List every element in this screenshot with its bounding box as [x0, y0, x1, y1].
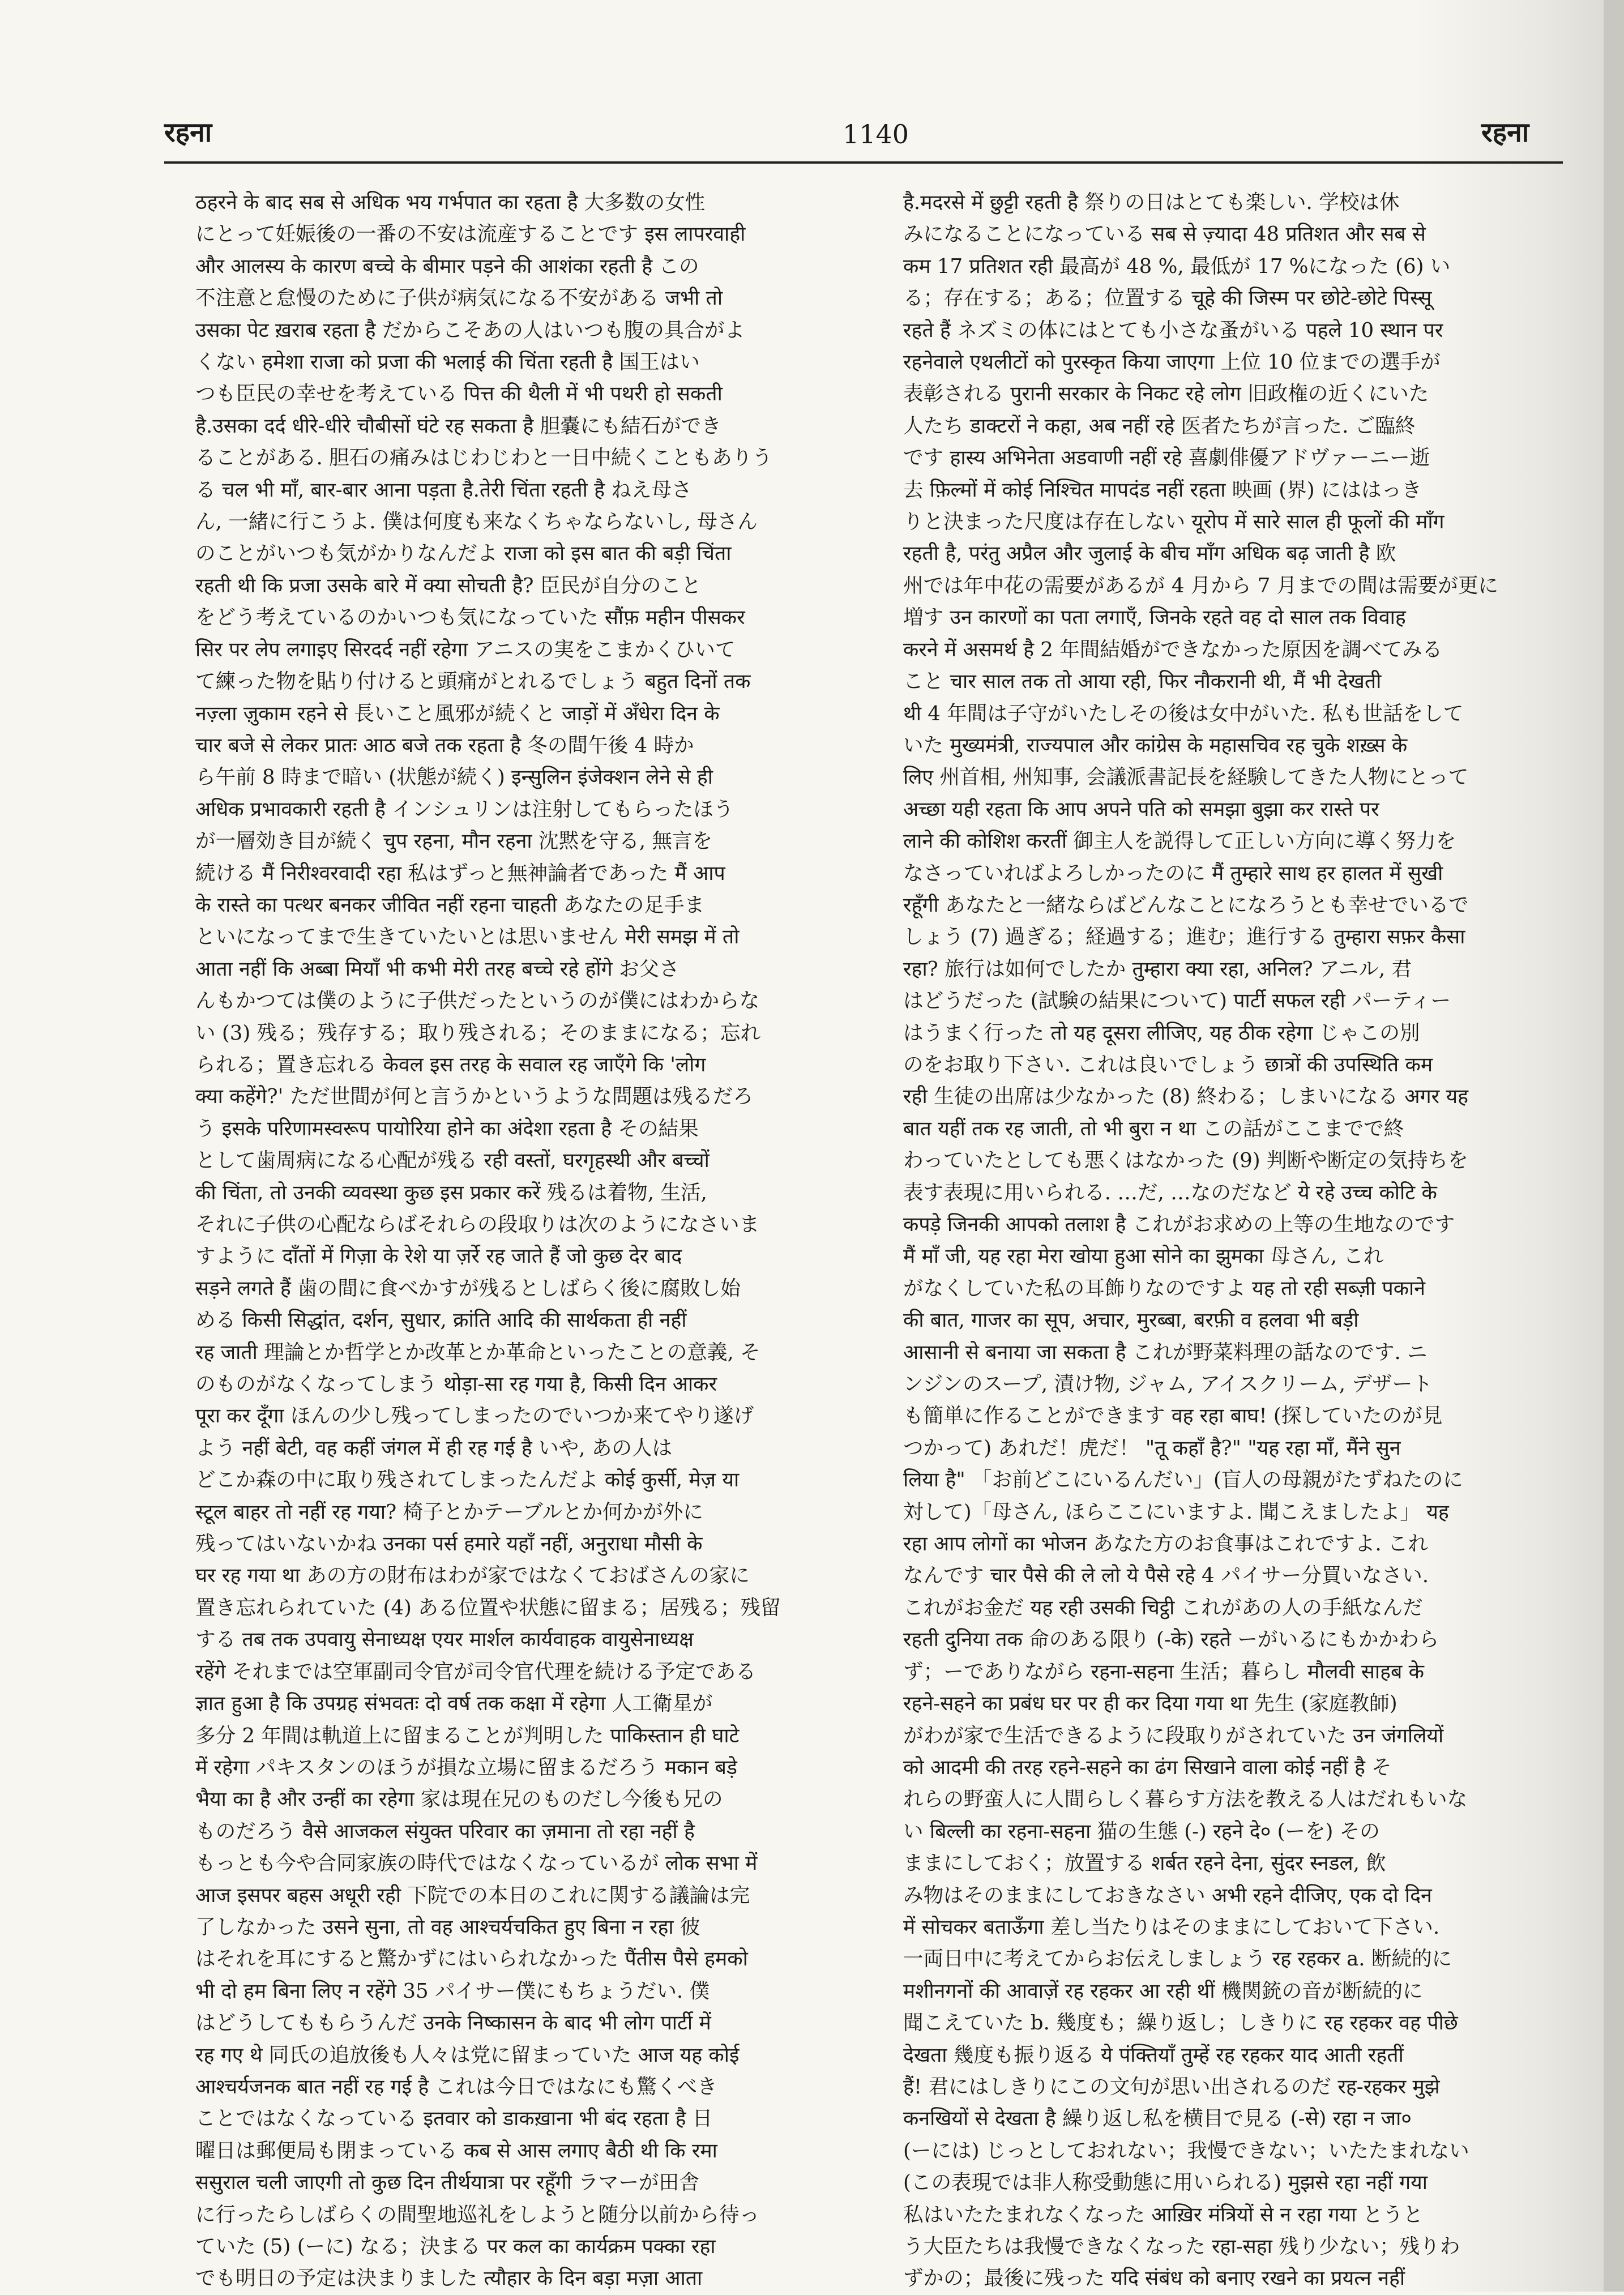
text-line: ら午前 8 時まで暗い (状態が続く) इन्सुलिन इंजेक्शन लेने से ही	[195, 766, 713, 789]
text-line: いた मुख्यमंत्री, राज्यपाल और कांग्रेस के महासचिव रह चुके शख़्स के	[903, 733, 1408, 757]
text-line: こと चार साल तक तो आया रही, फिर नौकरानी थी, मैं भी देखती	[903, 670, 1382, 694]
text-line: रह गए थे 同氏の追放後も人々は党に留まっていた आज यह कोई	[195, 2043, 740, 2067]
text-line: 人たち डाक्टरों ने कहा, अब नहीं रहे 医者たちが言った. ご臨終	[903, 414, 1416, 438]
text-line: रहते हैं ネズミの体にはとても小さな蚤がいる पहले 10 स्थान पर	[903, 318, 1443, 342]
text-line: करने में असमर्थ है 2 年間結婚ができなかった原因を調べてみる	[903, 638, 1443, 661]
text-line: में रहेगा パキスタンのほうが損な立場に留まるだろう मकान बड़े	[195, 1755, 737, 1779]
text-line: रहती है, परंतु अप्रैल और जुलाई के बीच माँग अधिक बढ़ जाती है 欧	[903, 542, 1396, 566]
text-line: なんです चार पैसे की ले लो ये पैसे रहे 4 パイサー分買いなさい.	[903, 1564, 1429, 1588]
running-head-right: रहना	[1481, 117, 1529, 148]
text-line: 多分 2 年間は軌道上に留まることが判明した पाकिस्तान ही घाटे	[195, 1724, 740, 1747]
text-line: ठहरने के बाद सब से अधिक भय गर्भपात का रहता है 大多数の女性	[195, 191, 706, 214]
text-line: つも臣民の幸せを考えている पित्त की थैली में भी पथरी हो सकती	[195, 382, 723, 406]
text-line: をどう考えているのかいつも気になっていた सौंफ़ महीन पीसकर	[195, 606, 745, 630]
text-line: रहने-सहने का प्रबंध घर पर ही कर दिया गया था 先生 (家庭教師)	[903, 1692, 1398, 1716]
text-line: 置き忘れられていた (4) ある位置や状態に留まる；居残る；残留	[195, 1596, 781, 1619]
text-line: といになってまで生きていたいとは思いません मेरी समझ में तो	[195, 925, 740, 949]
text-line: わっていたとしても悪くはなかった (9) 判断や断定の気持ちを	[903, 1149, 1468, 1173]
text-line: にとって妊娠後の一番の不安は流産することです इस लापरवाही	[195, 223, 746, 246]
text-line: る चल भी माँ, बार-बार आना पड़ता है.तेरी चिंता रहती है ねえ母さ	[195, 478, 692, 502]
text-line: सिर पर लेप लगाइए सिरदर्द नहीं रहेगा アニスの実をこまかくひいて	[195, 638, 736, 661]
text-line: として歯周病になる心配が残る रही वस्तों, घरगृहस्थी और बच्चों	[195, 1149, 710, 1173]
text-line: ものだろう वैसे आजकल संयुक्त परिवार का ज़माना तो रहा नहीं है	[195, 1819, 695, 1843]
text-line: कम 17 प्रतिशत रही 最高が 48 %, 最低が 17 %になった (6) い	[903, 254, 1451, 278]
text-line: रही 生徒の出席は少なかった (8) 終わる；しまいになる अगर यह	[903, 1085, 1469, 1109]
text-line: のものがなくなってしまう थोड़ा-सा रह गया है, किसी दिन आकर	[195, 1373, 717, 1396]
text-line: अच्छा यही रहता कि आप अपने पति को समझा बुझा कर रास्ते पर	[903, 797, 1379, 821]
text-line: रह जाती 理論とか哲学とか改革とか革命といったことの意義, そ	[195, 1340, 760, 1364]
text-line: है.उसका दर्द धीरे-धीरे चौबीसों घंटे रह सकता है 胆嚢にも結石ができ	[195, 414, 721, 438]
text-line: घर रह गया था あの方の財布はわが家ではなくておばさんの家に	[195, 1564, 750, 1588]
text-line: 一両日中に考えてからお伝えしましょう रह रहकर a. 断続的に	[903, 1947, 1452, 1971]
text-line: ससुराल चली जाएगी तो कुछ दिन तीर्थयात्रा पर रहूँगी ラマーが田舎	[195, 2171, 699, 2195]
text-line: 州では年中花の需要があるが 4 月から 7 月までの間は需要が更に	[903, 574, 1499, 597]
text-line: い बिल्ली का रहना-सहना 猫の生態 (-) रहने दे० (ーを) その	[903, 1819, 1380, 1843]
text-line: भी दो हम बिना लिए न रहेंगे 35 パイサー僕にもちょうだい. 僕	[195, 1979, 710, 2003]
text-line: ことではなくなっている इतवार को डाकख़ाना भी बंद रहता है 日	[195, 2107, 713, 2131]
text-line: 続ける मैं निरीश्वरवादी रहा 私はずっと無神論者であった मैं आप	[195, 861, 725, 885]
text-line: でも明日の予定は決まりました त्यौहार के दिन बड़ा मज़ा आता	[195, 2267, 703, 2290]
text-line: है.मदरसे में छुट्टी रहती है 祭りの日はとても楽しい. 学校は休	[903, 191, 1400, 214]
text-line: और आलस्य के कारण बच्चे के बीमार पड़ने की आशंका रहती है この	[195, 254, 699, 278]
left-column	[195, 187, 838, 2295]
text-line: み物はそのままにしておきなさい अभी रहने दीजिए, एक दो दिन	[903, 1883, 1432, 1907]
text-line: に行ったらしばらくの間聖地巡礼をしようと随分以前から待っ	[195, 2203, 760, 2226]
text-line: 増す उन कारणों का पता लगाएँ, जिनके रहते वह दो साल तक विवाह	[903, 606, 1406, 630]
text-line: (ーには) じっとしておれない；我慢できない；いたたまれない	[903, 2139, 1469, 2162]
scan-shadow	[1604, 0, 1624, 2292]
text-line: 表す表現に用いられる. …だ, …なのだなど ये रहे उच्च कोटि के	[903, 1181, 1437, 1204]
text-line: これがお金だ यह रही उसकी चिट्ठी これがあの人の手紙なんだ	[903, 1596, 1423, 1619]
text-line: はどうだった (試験の結果について) पार्टी सफल रही パーティー	[903, 989, 1451, 1013]
text-line: कपड़े जिनकी आपको तलाश है これがお求めの上等の生地なのです	[903, 1213, 1455, 1236]
text-line: ままにしておく；放置する शर्बत रहने देना, सुंदर स्नडल, 飲	[903, 1852, 1386, 1875]
text-line: ज्ञात हुआ है कि उपग्रह संभवतः दो वर्ष तक कक्षा में रहेगा 人工衛星が	[195, 1692, 713, 1716]
text-line: です हास्य अभिनेता अडवाणी नहीं रहे 喜劇俳優アドヴァーニー逝	[903, 446, 1430, 470]
text-line: बात यहीं तक रह जाती, तो भी बुरा न था この話がここまでで終	[903, 1117, 1404, 1140]
text-line: みになることになっている सब से ज़्यादा 48 प्रतिशत और सब से	[903, 223, 1426, 246]
text-line: पूरा कर दूँगा ほんの少し残ってしまったのでいつか来てやり遂げ	[195, 1404, 754, 1428]
text-line: 私はいたたまれなくなった आख़िर मंत्रियों से न रहा गया とうと	[903, 2203, 1424, 2226]
text-line: ていた (5) (ーに) なる；決まる पर कल का कार्यक्रम पक्का रहा	[195, 2235, 716, 2258]
text-line: が一層効き目が続く चुप रहना, मौन रहना 沈黙を守る, 無言を	[195, 830, 713, 853]
text-line: て練った物を貼り付けると頭痛がとれるでしょう बहुत दिनों तक	[195, 670, 751, 694]
text-line: う इसके परिणामस्वरूप पायोरिया होने का अंदेशा रहता है その結果	[195, 1117, 699, 1140]
text-line: ず；ーでありながら रहना-सहना 生活；暮らし मौलवी साहब के	[903, 1660, 1424, 1683]
text-line: はどうしてももらうんだ उनके निष्कासन के बाद भी लोग पार्टी में	[195, 2011, 711, 2035]
text-line: 表彰される पुरानी सरकार के निकट रहे लोग 旧政権の近くにいた	[903, 382, 1429, 406]
text-line: んもかつては僕のように子供だったというのが僕にはわからな	[195, 989, 760, 1013]
text-line: थी 4 年間は子守がいたしその後は女中がいた. 私も世話をして	[903, 702, 1464, 725]
text-line: आज इसपर बहस अधूरी रही 下院での本日のこれに関する議論は完	[195, 1883, 750, 1907]
text-line: भैया का है और उन्हीं का रहेगा 家は現在兄のものだし今後も兄の	[195, 1788, 723, 1811]
text-line: ることがある. 胆石の痛みはじわじわと一日中続くこともありう	[195, 446, 772, 470]
text-line: आश्चर्यजनक बात नहीं रह गई है これは今日ではなにも驚くべき	[195, 2075, 717, 2099]
text-line: (この表現では非人称受動態に用いられる) मुझसे रहा नहीं गया	[903, 2171, 1428, 2195]
text-line: चार बजे से लेकर प्रातः आठ बजे तक रहता है 冬の間午後 4 時か	[195, 733, 694, 757]
text-line: 去 फ़िल्मों में कोई निश्चित मापदंड नहीं रहता 映画 (界) にははっき	[903, 478, 1422, 502]
text-line: がわが家で生活できるように段取りがされていた उन जंगलियों	[903, 1724, 1444, 1747]
text-line: 聞こえていた b. 幾度も；繰り返し；しきりに रह रहकर वह पीछे	[903, 2011, 1458, 2035]
text-line: क्या कहेंगे?' ただ世間が何と言うかというような問題は残るだろ	[195, 1085, 753, 1109]
text-line: रहा आप लोगों का भोजन あなた方のお食事はこれですよ. これ	[903, 1532, 1429, 1556]
text-line: する तब तक उपवायु सेनाध्यक्ष एयर मार्शल कार्यवाहक वायुसेनाध्यक्ष	[195, 1628, 694, 1652]
text-line: के रास्ते का पत्थर बनकर जीवित नहीं रहना चाहती あなたの足手ま	[195, 893, 705, 917]
text-line: すように दाँतों में गिज़ा के रेशे या ज़र्रे रह जाते हैं जो कुछ देर बाद	[195, 1245, 682, 1268]
text-line: 曜日は郵便局も閉まっている कब से आस लगाए बैठी थी कि रमा	[195, 2139, 717, 2162]
text-line: सड़ने लगते हैं 歯の間に食べかすが残るとしばらく後に腐敗し始	[195, 1276, 741, 1300]
text-line: लाने की कोशिश करतीं 御主人を説得して正しい方向に導く努力を	[903, 830, 1456, 853]
text-line: रहती दुनिया तक 命のある限り (-के) रहते ーがいるにもかかわら	[903, 1628, 1439, 1652]
text-line: も簡単に作ることができます वह रहा बाघ! (探していたのが見	[903, 1404, 1443, 1428]
text-line: つかって) あれだ！虎だ！ "तू कहाँ है?" "यह रहा माँ, मैंने सुन	[903, 1436, 1401, 1460]
right-column	[903, 187, 1546, 2295]
text-line: ん, 一緒に行こうよ. 僕は何度も来なくちゃならないし, 母さん	[195, 510, 758, 534]
text-line: रहनेवाले एथलीटों को पुरस्कृत किया जाएगा 上位 10 位までの選手が	[903, 351, 1441, 374]
text-line: る；存在する；ある；位置する चूहे की जिस्म पर छोटे-छोटे पिस्सू	[903, 287, 1432, 310]
text-line: のをお取り下さい. これは良いでしょう छात्रों की उपस्थिति कम	[903, 1053, 1433, 1076]
text-line: 残ってはいないかね उनका पर्स हमारे यहाँ नहीं, अनुराधा मौसी के	[195, 1532, 703, 1556]
header-rule	[164, 161, 1563, 164]
text-line: में सोचकर बताऊँगा 差し当たりはそのままにしておいて下さい.	[903, 1915, 1440, 1939]
text-line: それに子供の心配ならばそれらの段取りは次のようになさいま	[195, 1213, 760, 1236]
text-line: 不注意と怠慢のために子供が病気になる不安がある जभी तो	[195, 287, 723, 310]
text-line: मैं माँ जी, यह रहा मेरा खोया हुआ सोने का झुमका 母さん, これ	[903, 1245, 1384, 1268]
text-line: कनखियों से देखता है 繰り返し私を横目で見る (-से) रहा न जा०	[903, 2107, 1412, 2131]
text-line: उसका पेट ख़राब रहता है だからこそあの人はいつも腹の具合がよ	[195, 318, 745, 342]
text-line: りと決まった尺度は存在しない यूरोप में सारे साल ही फूलों की माँग	[903, 510, 1444, 534]
text-line: はうまく行った तो यह दूसरा लीजिए, यह ठीक रहेगा じゃこの別	[903, 1021, 1420, 1045]
text-line: られる；置き忘れる केवल इस तरह के सवाल रह जाएँगे कि 'लोग	[195, 1053, 706, 1076]
text-line: う大臣たちは我慢できなくなった रहा-सहा 残り少ない；残りわ	[903, 2235, 1460, 2258]
running-head-left: रहना	[164, 117, 212, 148]
text-line: को आदमी की तरह रहने-सहने का ढंग सिखाने वाला कोई नहीं है そ	[903, 1755, 1392, 1779]
page-number: 1140	[843, 119, 909, 149]
text-line: 対して)「母さん, ほらここにいますよ. 聞こえましたよ」 यह	[903, 1500, 1449, 1524]
text-line: もっとも今や合同家族の時代ではなくなっているが लोक सभा में	[195, 1852, 758, 1875]
text-line: की चिंता, तो उनकी व्यवस्था कुछ इस प्रकार करें 残るは着物, 生活,	[195, 1181, 707, 1204]
text-line: रहती थी कि प्रजा उसके बारे में क्या सोचती है? 臣民が自分のこと	[195, 574, 702, 597]
text-line: はそれを耳にすると驚かずにはいられなかった पैंतीस पैसे हमको	[195, 1947, 748, 1971]
text-line: लिए 州首相, 州知事, 会議派書記長を経験してきた人物にとって	[903, 766, 1469, 789]
text-line: なさっていればよろしかったのに मैं तुम्हारे साथ हर हालत में सुखी	[903, 861, 1443, 885]
text-line: स्टूल बाहर तो नहीं रह गया? 椅子とかテーブルとか何かが外に	[195, 1500, 703, 1524]
text-line: れらの野蛮人に人間らしく暮らす方法を教える人はだれもいな	[903, 1788, 1468, 1811]
text-line: める किसी सिद्धांत, दर्शन, सुधार, क्रांति आदि की सार्थकता ही नहीं	[195, 1309, 687, 1332]
text-line: रहूँगी あなたと一緒ならばどんなことになろうとも幸せでいるで	[903, 893, 1469, 917]
text-line: がなくしていた私の耳飾りなのですよ यह तो रही सब्ज़ी पकाने	[903, 1276, 1425, 1300]
text-line: आता नहीं कि अब्बा मियाँ भी कभी मेरी तरह बच्चे रहे होंगे お父さ	[195, 957, 679, 981]
text-line: くない हमेशा राजा को प्रजा की भलाई की चिंता रहती है 国王はい	[195, 351, 700, 374]
text-line: どこか森の中に取り残されてしまったんだよ कोई कुर्सी, मेज़ या	[195, 1468, 740, 1492]
text-line: मशीनगनों की आवाज़ें रह रहकर आ रही थीं 機関銃の音が断続的に	[903, 1979, 1423, 2003]
text-line: रहेंगे それまでは空軍副司令官が司令官代理を続ける予定である	[195, 1660, 756, 1683]
text-line: आसानी से बनाया जा सकता है これが野菜料理の話なのです. ニ	[903, 1340, 1428, 1364]
text-line: ンジンのスープ, 漬け物, ジャム, アイスクリーム, デザート	[903, 1373, 1433, 1396]
text-line: अधिक प्रभावकारी रहती है インシュリンは注射してもらったほう	[195, 797, 734, 821]
text-line: 了しなかった उसने सुना, तो वह आश्चर्यचकित हुए बिना न रहा 彼	[195, 1915, 700, 1939]
text-line: हैं! 君にはしきりにこの文句が思い出されるのだ रह-रहकर मुझे	[903, 2075, 1440, 2099]
text-line: ずかの；最後に残った यदि संबंध को बनाए रखने का प्रयत्न नहीं	[903, 2267, 1405, 2290]
text-line: い (3) 残る；残存する；取り残される；そのままになる；忘れ	[195, 1021, 761, 1045]
text-line: नज़्ला ज़ुकाम रहने से 長いこと風邪が続くと जाड़ों में अँधेरा दिन के	[195, 702, 720, 725]
text-line: की बात, गाजर का सूप, अचार, मुरब्बा, बरफ़ी व हलवा भी बड़ी	[903, 1309, 1359, 1332]
text-line: रहा? 旅行は如何でしたか तुम्हारा क्या रहा, अनिल? アニル, 君	[903, 957, 1412, 981]
text-line: よう नहीं बेटी, वह कहीं जंगल में ही रह गई है いや, あの人は	[195, 1436, 673, 1460]
text-line: देखता 幾度も振り返る ये पंक्तियाँ तुम्हें रह रहकर याद आती रहतीं	[903, 2043, 1404, 2067]
text-line: लिया है" 「お前どこにいるんだい」(盲人の母親がたずねたのに	[903, 1468, 1463, 1492]
text-line: しょう (7) 過ぎる；経過する；進む；進行する तुम्हारा सफ़र कैसा	[903, 925, 1465, 949]
text-line: のことがいつも気がかりなんだよ राजा को इस बात की बड़ी चिंता	[195, 542, 732, 566]
